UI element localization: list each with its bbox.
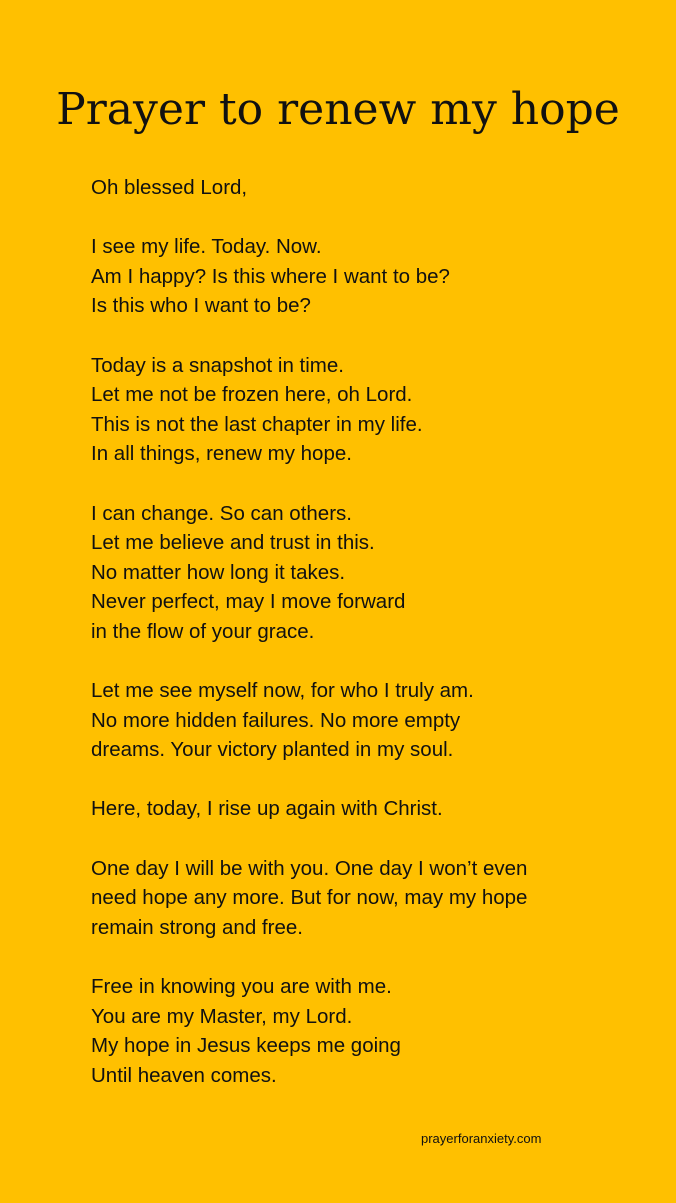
stanza-1 (91, 173, 651, 203)
stanza-6 (91, 794, 651, 824)
prayer-line: Today is a snapshot in time. (91, 353, 344, 377)
prayer-line: In all things, renew my hope. (91, 442, 352, 466)
stanza-2 (91, 232, 651, 321)
prayer-line: I see my life. Today. Now. (91, 235, 322, 259)
stanza-7 (91, 854, 651, 943)
prayer-line: Until heaven comes. (91, 1063, 277, 1087)
stanza-3 (91, 351, 651, 469)
prayer-line: in the flow of your grace. (91, 619, 315, 643)
prayer-line: Let me not be frozen here, oh Lord. (91, 383, 413, 407)
stanza-spacer (91, 203, 651, 233)
prayer-line: Am I happy? Is this where I want to be? (91, 264, 450, 288)
prayer-line: This is not the last chapter in my life. (91, 412, 423, 436)
prayer-line: dreams. Your victory planted in my soul. (91, 738, 454, 762)
prayer-line: My hope in Jesus keeps me going (91, 1034, 401, 1058)
prayer-line: Let me believe and trust in this. (91, 531, 375, 555)
page-title: Prayer to renew my hope (56, 84, 620, 135)
stanza-spacer (91, 647, 651, 677)
stanza-8 (91, 972, 651, 1090)
stanza-spacer (91, 469, 651, 499)
prayer-line: remain strong and free. (91, 915, 303, 939)
prayer-line: No matter how long it takes. (91, 560, 346, 584)
prayer-line: You are my Master, my Lord. (91, 1004, 353, 1028)
prayer-line: Free in knowing you are with me. (91, 975, 392, 999)
stanza-spacer (91, 942, 651, 972)
stanza-5 (91, 676, 651, 765)
stanza-spacer (91, 321, 651, 351)
stanza-spacer (91, 824, 651, 854)
stanza-spacer (91, 765, 651, 795)
prayer-line: One day I will be with you. One day I won’t even (91, 856, 528, 880)
stanza-4 (91, 499, 651, 647)
prayer-line: Let me see myself now, for who I truly am. (91, 679, 474, 703)
website-credit: prayerforanxiety.com (421, 1131, 542, 1146)
prayer-line: Here, today, I rise up again with Christ. (91, 797, 443, 821)
prayer-line: No more hidden failures. No more empty (91, 708, 461, 732)
prayer-line: I can change. So can others. (91, 501, 352, 525)
prayer-line: Never perfect, may I move forward (91, 590, 406, 614)
prayer-line: need hope any more. But for now, may my hope (91, 886, 528, 910)
prayer-line: Oh blessed Lord, (91, 176, 248, 199)
prayer-body (91, 173, 651, 1090)
prayer-line: Is this who I want to be? (91, 294, 311, 318)
